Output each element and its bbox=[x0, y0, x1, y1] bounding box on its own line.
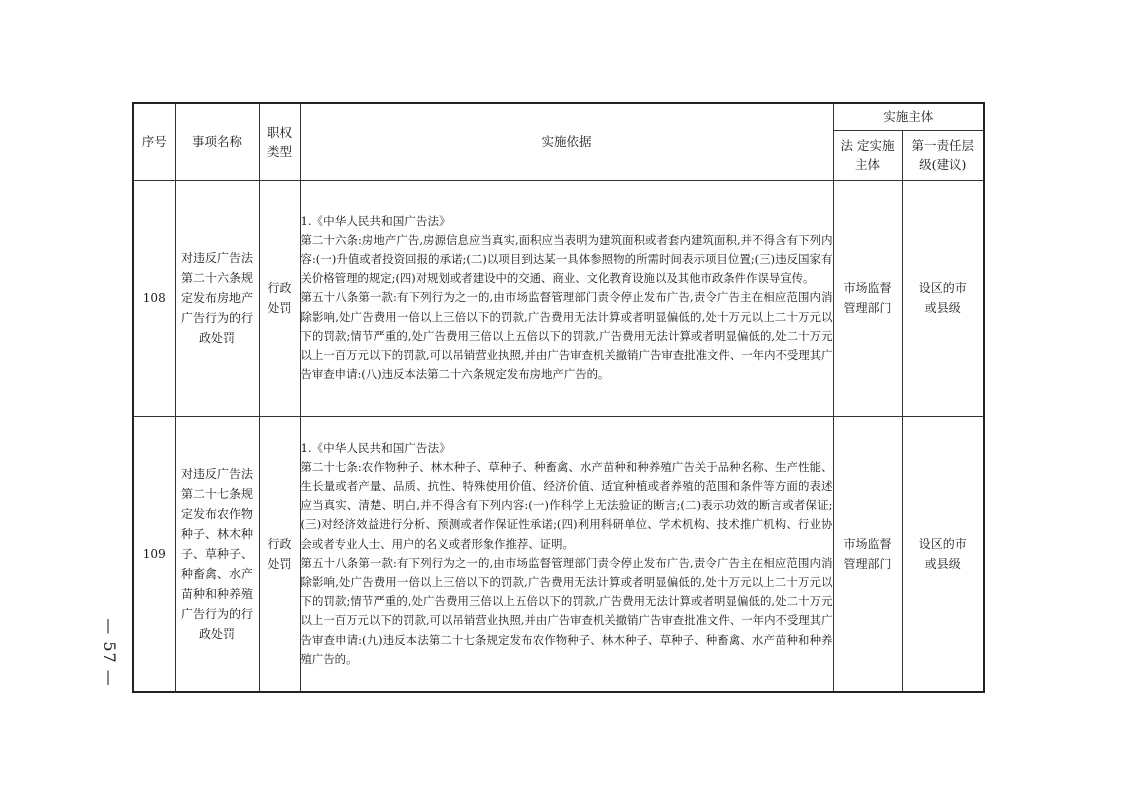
row-type: 行政处罚 bbox=[259, 180, 300, 416]
row-level: 设区的市或县级 bbox=[902, 180, 984, 416]
basis-article: 第二十六条:房地产广告,房源信息应当真实,面积应当表明为建筑面积或者套内建筑面积,并不得含有下列内容:(一)升值或者投资回报的承诺;(二)以项目到达某一具体参照物的所需时间表示项目位置;(三)违反国家有关价格管理的规定;(四)对规划或者建设中的交通、商业、文化教育设施以及其他市政条件作误导宣传。 bbox=[300, 232, 833, 286]
row-seq: 108 bbox=[133, 180, 175, 416]
basis-article: 第二十七条:农作物种子、林木种子、草种子、种畜禽、水产苗种和种养殖广告关于品种名称、生产性能、生长量或者产量、品质、抗性、特殊使用价值、经济价值、适宜种植或者养殖的范围和条件等方面的表述应当真实、清楚、明白,并不得含有下列内容:(一)作科学上无法验证的断言;(二)表示功效的断言或者保证;(三)对经济效益进行分析、预测或者作保证性承诺;(四)利用科研单位、学术机构、技术推广机构、行业协会或者专业人士、用户的名义或者形象作推荐、证明。 bbox=[300, 459, 833, 551]
row-type: 行政处罚 bbox=[259, 416, 300, 692]
header-first-level: 第一责任层级(建议) bbox=[902, 130, 984, 180]
basis-article: 第五十八条第一款:有下列行为之一的,由市场监督管理部门责令停止发布广告,责令广告主在相应范围内消除影响,处广告费用一倍以上三倍以下的罚款,广告费用无法计算或者明显偏低的,处十万元以上二十万元以下的罚款;情节严重的,处广告费用三倍以上五倍以下的罚款,广告费用无法计算或者明显偏低的,处二十万元以上一百万元以下的罚款,可以吊销营业执照,并由广告审查机关撤销广告审查批准文件、一年内不受理其广告审查申请:(八)违反本法第二十六条规定发布房地产广告的。 bbox=[300, 290, 833, 382]
header-basis: 实施依据 bbox=[300, 103, 833, 180]
header-seq: 序号 bbox=[133, 103, 175, 180]
basis-law-title: 1.《中华人民共和国广告法》 bbox=[300, 213, 451, 228]
page-number: — 57 — bbox=[99, 617, 119, 687]
row-basis bbox=[300, 416, 833, 692]
table-row bbox=[133, 180, 984, 416]
table-row bbox=[133, 416, 984, 692]
row-name: 对违反广告法第二十六条规定发布房地产广告行为的行政处罚 bbox=[175, 180, 259, 416]
row-seq: 109 bbox=[133, 416, 175, 692]
row-legal-subject: 市场监督管理部门 bbox=[833, 416, 902, 692]
row-name: 对违反广告法第二十七条规定发布农作物种子、林木种子、草种子、种畜禽、水产苗种和种养殖广告行为的行政处罚 bbox=[175, 416, 259, 692]
basis-article: 第五十八条第一款:有下列行为之一的,由市场监督管理部门责令停止发布广告,责令广告主在相应范围内消除影响,处广告费用一倍以上三倍以下的罚款,广告费用无法计算或者明显偏低的,处十万元以上二十万元以下的罚款;情节严重的,处广告费用三倍以上五倍以下的罚款,广告费用无法计算或者明显偏低的,处二十万元以上一百万元以下的罚款,可以吊销营业执照,并由广告审查机关撤销广告审查批准文件、一年内不受理其广告审查申请:(九)违反本法第二十七条规定发布农作物种子、林木种子、草种子、种畜禽、水产苗种和种养殖广告的。 bbox=[300, 555, 833, 666]
header-legal-subject: 法 定实施主体 bbox=[833, 130, 902, 180]
basis-law-title: 1.《中华人民共和国广告法》 bbox=[300, 440, 451, 455]
row-level: 设区的市或县级 bbox=[902, 416, 984, 692]
header-name: 事项名称 bbox=[175, 103, 259, 180]
header-subject: 实施主体 bbox=[833, 103, 984, 130]
authority-table bbox=[132, 102, 985, 693]
row-basis bbox=[300, 180, 833, 416]
row-legal-subject: 市场监督管理部门 bbox=[833, 180, 902, 416]
header-type: 职权类型 bbox=[259, 103, 300, 180]
